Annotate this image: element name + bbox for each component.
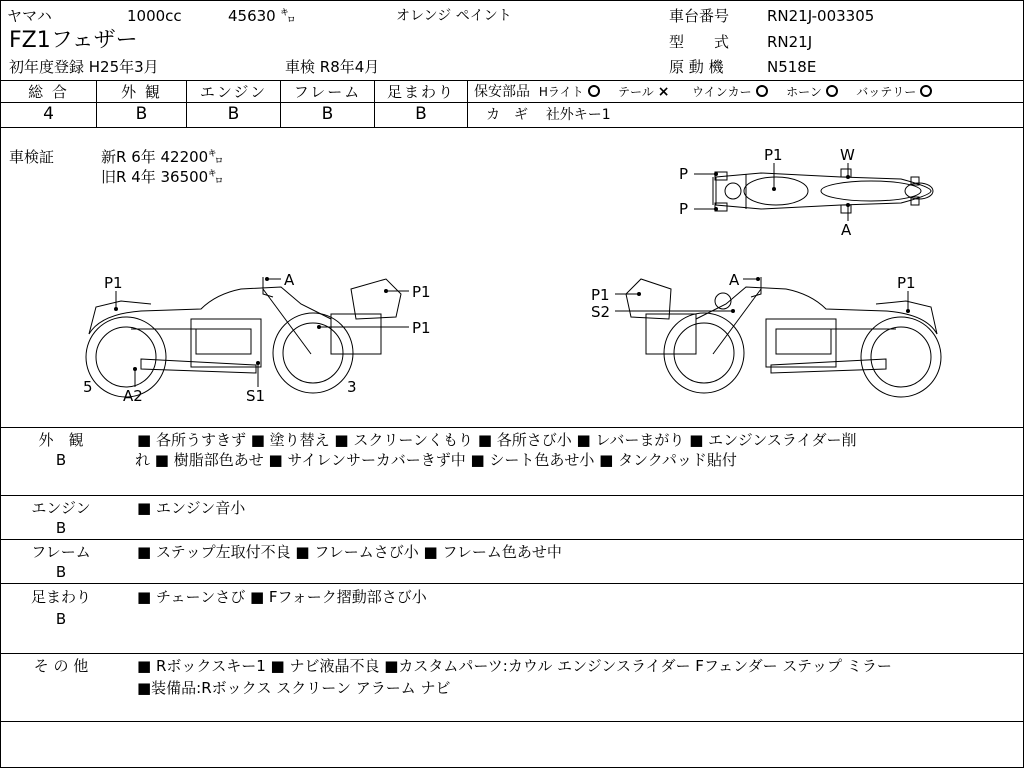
- label-top-a: A: [841, 221, 852, 239]
- chassis-number: RN21J-003305: [767, 7, 875, 25]
- ok-circle-icon: [920, 85, 932, 97]
- label-right-a: A: [729, 271, 740, 289]
- first-registration: 初年度登録 H25年3月: [9, 58, 159, 76]
- remark-grade: B: [55, 519, 67, 537]
- shaken-expiry: 車検 R8年4月: [285, 58, 380, 76]
- label-left-a: A: [284, 271, 295, 289]
- remark-text: ■ ステップ左取付不良 ■ フレームさび小 ■ フレーム色あせ中: [137, 543, 562, 561]
- remark-row-engine: [1, 496, 1024, 540]
- grade-exterior-value: B: [135, 104, 148, 124]
- cross-icon: ×: [657, 84, 670, 100]
- damage-diagram: [1, 129, 1024, 427]
- inspection-new: 新R 6年 42200㌔: [101, 148, 224, 166]
- remark-text: ■ エンジン音小: [137, 499, 246, 517]
- remark-text-2: ■装備品:Rボックス スクリーン アラーム ナビ: [137, 679, 451, 697]
- model-name: FZ1フェザー: [9, 28, 138, 53]
- remark-row-other: [1, 654, 1024, 722]
- color: オレンジ ペイント: [396, 8, 512, 24]
- safety-title: 保安部品: [474, 84, 530, 100]
- remark-category: そ の 他: [33, 657, 89, 675]
- remark-grade: B: [55, 451, 67, 469]
- right-side-diagram: [626, 277, 941, 397]
- displacement: 1000cc: [127, 7, 182, 25]
- grade-suspension-value: B: [415, 104, 427, 124]
- label-left-s1: S1: [246, 387, 266, 405]
- grade-engine-value: B: [227, 104, 240, 124]
- headlight-label: Hライト: [538, 85, 584, 99]
- type-value: RN21J: [767, 33, 813, 51]
- remark-row-exterior: [1, 428, 1024, 496]
- chassis-label: 車台番号: [669, 7, 730, 25]
- grade-suspension-label: 足まわり: [375, 81, 467, 103]
- key-info: [468, 103, 1024, 127]
- grade-engine: [187, 81, 281, 127]
- label-top-p-a: P: [679, 165, 689, 183]
- key-label: カ ギ: [486, 107, 528, 123]
- label-top-p-b: P: [679, 200, 689, 218]
- remark-row-frame: [1, 540, 1024, 584]
- remark-row-suspension: [1, 584, 1024, 654]
- remark-category: フレーム: [31, 543, 91, 561]
- safety-parts: [468, 81, 1024, 103]
- remark-text: ■ 各所うすきず ■ 塗り替え ■ スクリーンくもり ■ 各所さび小 ■ レバーまがり ■ エンジンスライダー削: [137, 431, 857, 449]
- engine-label: 原 動 機: [669, 58, 724, 76]
- grade-suspension: [375, 81, 468, 127]
- winker-label: ウインカー: [691, 85, 752, 99]
- grade-frame: [281, 81, 375, 127]
- remark-text: ■ チェーンさび ■ Fフォーク摺動部さび小: [137, 588, 427, 606]
- mileage: 45630 ㌔: [228, 7, 296, 25]
- ok-circle-icon: [588, 85, 600, 97]
- label-top-w: W: [840, 146, 855, 164]
- grade-overall: [1, 81, 97, 127]
- top-view-diagram: [713, 169, 933, 213]
- label-left-5: 5: [83, 378, 93, 396]
- battery-label: バッテリー: [856, 85, 917, 99]
- horn-label: ホーン: [786, 85, 822, 99]
- grade-frame-value: B: [321, 104, 334, 124]
- grade-frame-label: フレーム: [281, 81, 374, 103]
- label-left-a2: A2: [123, 387, 143, 405]
- grade-overall-value: 4: [43, 104, 54, 124]
- maker: ヤマハ: [7, 7, 52, 25]
- grade-table: [1, 80, 1024, 128]
- ok-circle-icon: [826, 85, 838, 97]
- key-value: 社外キー1: [545, 107, 611, 123]
- remark-text-2: れ ■ 樹脂部色あせ ■ サイレンサーカバーきず中 ■ シート色あせ小 ■ タンクパッド貼付: [135, 451, 737, 469]
- engine-number: N518E: [767, 58, 817, 76]
- remark-category: 足まわり: [30, 588, 91, 606]
- label-left-p1: P1: [104, 274, 123, 292]
- remark-category: エンジン: [31, 499, 91, 517]
- label-right-p1-b: P1: [897, 274, 916, 292]
- remark-grade: B: [55, 610, 67, 628]
- label-right-s2: S2: [591, 303, 611, 321]
- label-left-3: 3: [347, 378, 357, 396]
- grade-engine-label: エンジン: [187, 81, 280, 103]
- type-label: 型 式: [669, 33, 730, 51]
- grade-exterior-label: 外 観: [97, 81, 186, 103]
- grade-exterior: [97, 81, 187, 127]
- label-top-p1: P1: [764, 146, 783, 164]
- remark-grade: B: [55, 563, 67, 581]
- inspection-old: 旧R 4年 36500㌔: [101, 168, 224, 186]
- tail-label: テール: [618, 85, 654, 99]
- remarks-section: [1, 427, 1024, 697]
- grade-overall-label: 総 合: [1, 81, 96, 103]
- label-left-p1-b: P1: [412, 283, 431, 301]
- ok-circle-icon: [756, 85, 768, 97]
- remark-category: 外 観: [38, 431, 84, 449]
- inspection-title: 車検証: [9, 148, 55, 166]
- label-left-p1-c: P1: [412, 319, 431, 337]
- label-right-p1: P1: [591, 286, 610, 304]
- remark-text: ■ Rボックスキー1 ■ ナビ液晶不良 ■カスタムパーツ:カウル エンジンスライダー Fフェンダー ステップ ミラー: [137, 657, 892, 675]
